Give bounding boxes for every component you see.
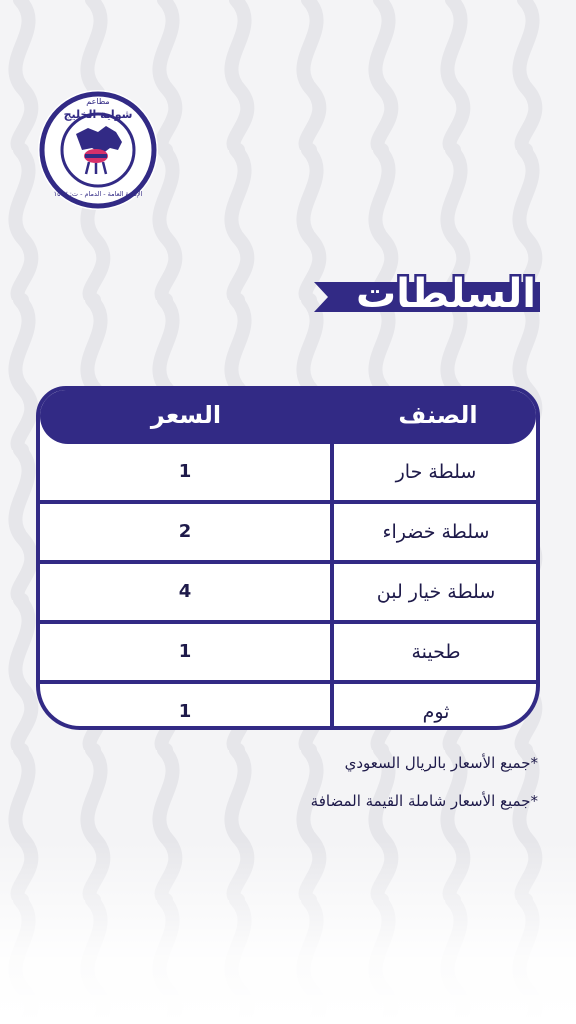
row-price: 4 <box>178 581 192 602</box>
price-table <box>36 386 540 730</box>
logo-bottom-text: الإدارة العامة - الدمام - ت: ١٥٩٢ <box>53 190 143 198</box>
row-price: 1 <box>178 701 192 722</box>
row-item: سلطة خيار لبن <box>376 581 496 603</box>
header-price: السعر <box>150 401 222 429</box>
row-price: 1 <box>178 641 192 662</box>
note-currency: *جميع الأسعار بالريال السعودي <box>344 754 538 772</box>
table-row <box>40 624 536 684</box>
row-item: طحينة <box>411 641 461 663</box>
table-rows <box>40 444 536 730</box>
table-row <box>40 684 536 730</box>
row-item: ثوم <box>422 701 450 723</box>
table-row <box>40 564 536 624</box>
price-notes <box>118 752 538 828</box>
table-header <box>40 390 536 444</box>
section-title-banner <box>314 268 540 324</box>
section-title: السلطات <box>356 271 536 317</box>
row-item: سلطة حار <box>395 461 477 483</box>
row-price: 1 <box>178 461 192 482</box>
note-vat: *جميع الأسعار شاملة القيمة المضافة <box>310 792 538 810</box>
restaurant-logo <box>36 88 160 212</box>
logo-name-text: شواية الخليج <box>63 108 133 121</box>
logo-top-text: مطاعم <box>86 97 110 106</box>
header-item: الصنف <box>398 401 478 429</box>
row-item: سلطة خضراء <box>382 521 490 543</box>
bottom-fade <box>0 840 576 1024</box>
table-row <box>40 444 536 504</box>
table-row <box>40 504 536 564</box>
row-price: 2 <box>178 521 192 542</box>
